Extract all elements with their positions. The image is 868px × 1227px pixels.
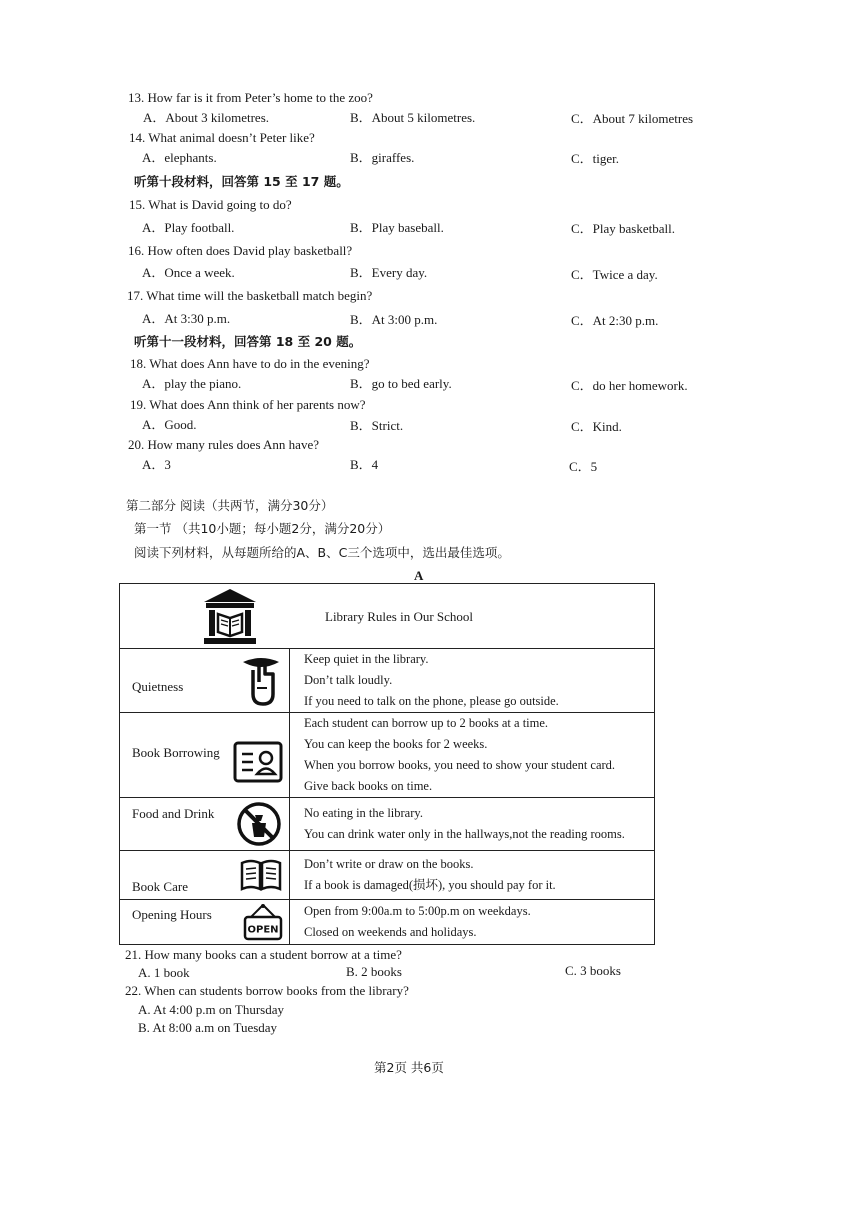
question-21: 21. How many books can a student borrow at a time? (125, 947, 402, 962)
q21-option-c: C. 3 books (565, 963, 621, 978)
page-footer: 第2页 共6页 (374, 1060, 444, 1075)
category-label: Opening Hours (132, 907, 212, 922)
table-row (120, 649, 655, 713)
rules-cell (290, 798, 655, 851)
q14-option-a: A．elephants. (142, 150, 217, 165)
category-cell (120, 713, 290, 798)
category-label: Food and Drink (132, 806, 215, 821)
q18-option-a: A．play the piano. (142, 376, 242, 391)
q14-option-c: C．tiger. (571, 151, 620, 166)
q19-option-b: B．Strict. (350, 418, 404, 433)
question-16: 16. How often does David play basketball? (128, 243, 353, 258)
q20-option-c: C．5 (569, 459, 598, 474)
q16-option-c: C．Twice a day. (571, 267, 658, 282)
q17-option-c: C．At 2:30 p.m. (571, 313, 659, 328)
q21-option-b: B. 2 books (346, 964, 402, 979)
q19-option-c: C．Kind. (571, 419, 622, 434)
rule-text: Open from 9:00a.m to 5:00p.m on weekdays. (304, 904, 531, 918)
q18-option-b: B．go to bed early. (350, 376, 452, 391)
open-sign-text: OPEN (247, 924, 279, 936)
rule-text: You can drink water only in the hallways,not the reading rooms. (304, 827, 625, 841)
q20-option-b: B．4 (350, 457, 379, 472)
table-row (120, 798, 655, 851)
q16-option-b: B．Every day. (350, 265, 428, 280)
rule-text: Don’t write or draw on the books. (304, 857, 474, 871)
q17-option-b: B．At 3:00 p.m. (350, 312, 438, 327)
section-11-heading: 听第十一段材料，回答第 18 至 20 题。 (134, 334, 362, 349)
q22-option-b: B. At 8:00 a.m on Tuesday (138, 1020, 278, 1035)
table-row (120, 900, 655, 945)
q14-option-b: B．giraffes. (350, 150, 415, 165)
table-header (120, 584, 655, 649)
table-row (120, 851, 655, 900)
question-15: 15. What is David going to do? (129, 197, 292, 212)
q15-option-b: B．Play baseball. (350, 220, 444, 235)
q17-option-a: A．At 3:30 p.m. (142, 311, 231, 326)
question-14: 14. What animal doesn’t Peter like? (129, 130, 315, 145)
library-building-icon (202, 588, 258, 646)
q15-option-a: A．Play football. (142, 220, 235, 235)
category-label: Quietness (132, 679, 184, 694)
rule-text: When you borrow books, you need to show your student card. (304, 758, 616, 772)
q18-option-c: C．do her homework. (571, 378, 688, 393)
library-rules-table (119, 583, 655, 945)
part-2-heading: 第二部分 阅读（共两节，满分30分） (126, 498, 334, 513)
rules-cell (290, 649, 655, 713)
section-1-heading: 第一节 （共10小题；每小题2分，满分20分） (134, 521, 391, 536)
q13-option-a: A．About 3 kilometres. (143, 110, 270, 125)
rules-cell (290, 851, 655, 900)
open-book-icon (239, 857, 283, 893)
table-title: Library Rules in Our School (325, 609, 474, 624)
q13-option-c: C．About 7 kilometres (571, 111, 694, 126)
table-row (120, 713, 655, 798)
category-label: Book Care (132, 879, 188, 894)
reading-instruction: 阅读下列材料，从每题所给的A、B、C三个选项中，选出最佳选项。 (134, 545, 510, 560)
q19-option-a: A．Good. (142, 417, 197, 432)
q15-option-c: C．Play basketball. (571, 221, 675, 236)
rule-text: Each student can borrow up to 2 books at a time. (304, 716, 549, 730)
q20-option-a: A．3 (142, 457, 171, 472)
q16-option-a: A．Once a week. (142, 265, 235, 280)
rules-cell (290, 713, 655, 798)
question-19: 19. What does Ann think of her parents now? (130, 397, 366, 412)
category-label: Book Borrowing (132, 745, 220, 760)
category-cell (120, 649, 290, 713)
rule-text: No eating in the library. (304, 806, 423, 820)
section-10-heading: 听第十段材料，回答第 15 至 17 题。 (134, 174, 349, 189)
question-18: 18. What does Ann have to do in the evening? (130, 356, 370, 371)
no-food-drink-icon (235, 801, 283, 847)
question-22: 22. When can students borrow books from the library? (125, 983, 409, 998)
question-17: 17. What time will the basketball match begin? (127, 288, 373, 303)
rule-text: Closed on weekends and holidays. (304, 925, 477, 939)
category-cell (120, 900, 290, 945)
q22-option-a: A. At 4:00 p.m on Thursday (138, 1002, 285, 1017)
rule-text: Give back books on time. (304, 779, 433, 793)
finger-on-lips-icon (239, 652, 283, 708)
rule-text: You can keep the books for 2 weeks. (304, 737, 488, 751)
rule-text: If a book is damaged(损坏), you should pay for it. (304, 878, 556, 892)
id-card-icon (233, 741, 283, 783)
q21-option-a: A. 1 book (138, 965, 190, 980)
category-cell (120, 798, 290, 851)
question-13: 13. How far is it from Peter’s home to the zoo? (128, 90, 373, 105)
rule-text: Don’t talk loudly. (304, 673, 393, 687)
rules-cell (290, 900, 655, 945)
rule-text: Keep quiet in the library. (304, 652, 429, 666)
passage-label: A (414, 568, 424, 583)
q13-option-b: B．About 5 kilometres. (350, 110, 476, 125)
category-cell (120, 851, 290, 900)
open-sign-icon (243, 903, 283, 941)
rule-text: If you need to talk on the phone, please go outside. (304, 694, 559, 708)
question-20: 20. How many rules does Ann have? (128, 437, 319, 452)
